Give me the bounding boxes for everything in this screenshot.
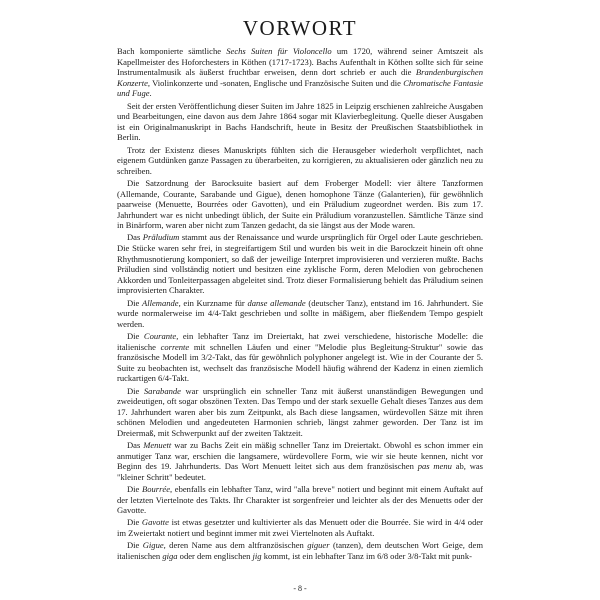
- paragraph: [117, 101, 483, 143]
- paragraph-text: Die Satzordnung der Barocksuite basiert auf dem Froberger Modell: vier ältere Tanzformen (Allemande, Courante, Sarabande und Gigue), denen homophone Tänze (Galanterien), für gewöhnlich paarweise (Menuette, Bourrées oder Gavotten), und ein Präludium zugeordnet werden. Bis zum 17. Jahrhundert war es nicht unbedingt üblich, der Suite ein Präludium voranzustellen. Sämtliche Tänze sind in Binärform, waren aber nicht zum Tanzen gedacht, da sie längst aus der Mode waren.: [117, 177, 483, 231]
- paragraph: [117, 386, 483, 439]
- italic-term: Gavotte: [141, 517, 169, 528]
- italic-term: danse allemande: [247, 297, 306, 308]
- paragraph-text: (tanzen), dem deutschen Wort Geige, dem italienischen: [117, 540, 483, 561]
- italic-term: jig: [252, 550, 262, 561]
- italic-term: Präludium: [142, 232, 180, 243]
- preface-body: [117, 46, 483, 563]
- paragraph-text: Die: [127, 385, 144, 396]
- paragraph-text: kommt, ist ein lebhafter Tanz im 6/8 oder 3/8-Takt mit punk-: [261, 550, 472, 561]
- italic-term: Gigue: [142, 540, 164, 551]
- paragraph: [117, 484, 483, 516]
- paragraph-text: stammt aus der Renaissance und wurde ursprünglich für Orgel oder Laute geschrieben. Die Stücke waren sehr frei, in stegreifartigem Stil und wurden bis weit in die Barockzeit hinein oft ohne Rhythmusnotierung komponiert, so daß der jeweilige Interpret improvisieren und verzieren mußte. Bachs Präludien sind vollständig notiert und besitzen eine zyklische Form, deren Melodien von gebrochenen Akkorden und Tonleiterpassagen abgeleitet sind. Trotz dieser Formalisierung behielt das Präludium seinen improvisierten Charakter.: [117, 232, 483, 296]
- paragraph-text: Die: [127, 484, 142, 495]
- paragraph: [117, 232, 483, 296]
- paragraph: [117, 517, 483, 538]
- paragraph: [117, 440, 483, 482]
- italic-term: Bourrée: [142, 484, 171, 495]
- italic-term: pas menu: [417, 461, 452, 472]
- italic-term: Brandenburgischen Konzerte: [117, 67, 483, 88]
- page-title: VORWORT: [242, 16, 358, 40]
- italic-term: Allemande: [142, 297, 179, 308]
- paragraph-text: Trotz der Existenz dieses Manuskripts fühlten sich die Herausgeber wiederholt verpflichtet, nach eigenem Gutdünken ganze Passagen zu überarbeiten, zu korrigieren, zu aktualisieren oder gänzlich neu zu schreiben.: [117, 144, 483, 176]
- italic-term: giga: [162, 550, 178, 561]
- paragraph-text: , ein lebhafter Tanz im Dreiertakt, hat zwei verschiedene, historische Modelle: die italienische: [117, 331, 484, 352]
- paragraph-text: , deren Name aus dem altfranzösischen: [163, 540, 308, 551]
- paragraph-text: war zu Bachs Zeit ein mäßig schneller Tanz im Dreiertakt. Obwohl es schon immer ein anmutiger Tanz war, erschien die langsamere, würdevollere Form, wie wir sie heute kennen, nicht vor Beginn des 19. Jahrhunderts. Das Wort Menuett leitet sich aus dem französischen: [117, 440, 483, 472]
- paragraph-text: Das: [127, 232, 143, 243]
- paragraph: [117, 331, 483, 384]
- paragraph-text: .: [149, 88, 152, 99]
- paragraph-text: Die: [127, 297, 143, 308]
- paragraph-text: ab, was "kleiner Schritt" bedeutet.: [117, 461, 483, 482]
- paragraph-text: Seit der ersten Veröffentlichung dieser Suiten im Jahre 1825 in Leipzig erschienen zahlreiche Ausgaben und Bearbeitungen, eine davon aus dem Jahre 1864 sogar mit Klavierbegleitung. Quelle dieser Ausgaben ist ein Originalmanuskript in Bachs Handschrift, heute in Besitz der Preußischen Staatsbibliothek in Berlin.: [117, 100, 483, 143]
- paragraph: [117, 540, 483, 561]
- italic-term: Menuett: [143, 440, 172, 451]
- paragraph-text: (deutscher Tanz), entstand im 16. Jahrhundert. Sie wurde normalerweise im 4/4-Takt geschrieben und sollte in mäßigem, aber fließendem Tempo gespielt werden.: [117, 297, 483, 329]
- paragraph-text: oder dem englischen: [177, 550, 253, 561]
- paragraph-text: , ein Kurzname für: [178, 297, 248, 308]
- paragraph-text: , ebenfalls ein lebhafter Tanz, wird "alla breve" notiert und beginnt mit einem Auftakt auf der letzten Viertelnote des Takts. Ihr Charakter ist sorgenfreier und leichter als der des Menuetts oder der Gavotte.: [117, 484, 483, 516]
- italic-term: giguer: [307, 540, 330, 551]
- paragraph: [117, 178, 483, 231]
- paragraph-text: , Violinkonzerte und -sonaten, Englische und Französische Suiten und die: [147, 77, 404, 88]
- italic-term: Sarabande: [143, 385, 181, 396]
- italic-term: Chromatische Fantasie und Fuge: [117, 77, 483, 99]
- paragraph: [117, 298, 483, 330]
- paragraph-text: war ursprünglich ein schneller Tanz mit äußerst unanständigen Bewegungen und zweideutigen, oft sogar obszönen Texten. Das Tempo und der stark sexuelle Gehalt dieses Tanzes aus dem 17. Jahrhundert waren aber bis zum Zeitpunkt, als Bach diese langsamen, würdevollen Sätze mit ihren schönen Melodien und angedeuteten Harmonien schrieb, längst zahmer geworden. Der Tanz ist im Dreiermaß, mit Schwerpunkt auf der zweiten Taktzeit.: [117, 385, 484, 438]
- paragraph-text: Das: [127, 440, 144, 451]
- paragraph: [117, 46, 483, 99]
- paragraph-text: ist etwas gesetzter und kultivierter als das Menuett oder die Bourrée. Sie wird in 4/4 oder im Zweiertakt notiert und beginnt immer mit zwei Viertelnoten als Auftakt.: [117, 517, 483, 539]
- italic-term: Courante: [143, 331, 177, 341]
- page-number: - 8 -: [293, 584, 307, 593]
- paragraph-text: mit schnellen Läufen und einer "Melodie plus Begleitung-Struktur" sowie das französische Modell im 3/2-Takt, das für gewöhnlich polyphoner angelegt ist. Wie in der Courante der 5. Suite zu beobachten ist, wechselt das französische Modell häufig während der Kadenz in einen ziemlich ruckartigen 6/4-Takt.: [117, 341, 483, 384]
- italic-term: Sechs Suiten für Violoncello: [226, 46, 332, 56]
- paragraph-text: Die: [127, 517, 142, 528]
- paragraph-text: Bach komponierte sämtliche: [117, 46, 227, 56]
- paragraph-text: um 1720, während seiner Amtszeit als Kapellmeister des Hoforchesters in Köthen (1717-1723). Bachs Aufenthalt in Köthen sollte sich für seine Instrumentalmusik als äußerst fruchtbar erweisen, denn dort schrieb er auch die: [117, 46, 483, 78]
- paragraph-text: Die: [127, 540, 143, 551]
- paragraph-text: Die: [127, 331, 144, 341]
- italic-term: corrente: [160, 341, 190, 352]
- paragraph: [117, 145, 483, 177]
